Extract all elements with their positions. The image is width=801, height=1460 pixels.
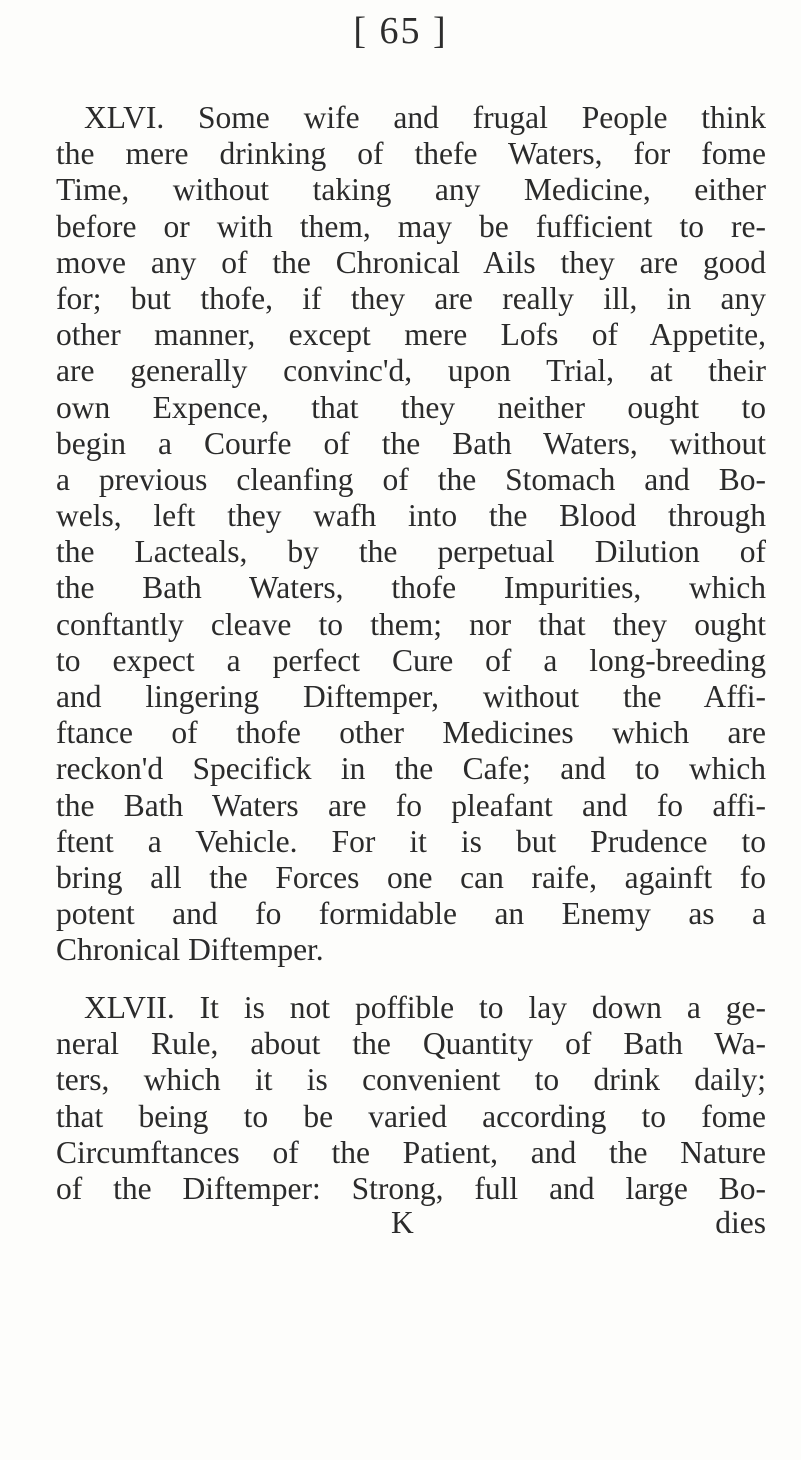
catchword: dies xyxy=(715,1205,766,1240)
signature-mark: K xyxy=(391,1205,414,1240)
text-line: ters, which it is convenient to drink daily; xyxy=(56,1062,766,1098)
text-line: before or with them, may be fufficient to re- xyxy=(56,208,766,244)
text-line: bring all the Forces one can raife, againft fo xyxy=(56,859,766,895)
text-line: the Lacteals, by the perpetual Dilution of xyxy=(56,534,766,570)
paragraph-xlvi xyxy=(56,100,766,969)
paragraph-xlvii xyxy=(56,990,766,1207)
text-line: other manner, except mere Lofs of Appetite, xyxy=(56,317,766,353)
text-line: own Expence, that they neither ought to xyxy=(56,389,766,425)
text-line: potent and fo formidable an Enemy as a xyxy=(56,896,766,932)
text-line: the mere drinking of thefe Waters, for fome xyxy=(56,136,766,172)
text-line: the Bath Waters are fo pleafant and fo affi- xyxy=(56,787,766,823)
text-line: begin a Courfe of the Bath Waters, without xyxy=(56,425,766,461)
text-line: XLVII. It is not poffible to lay down a ge- xyxy=(84,990,766,1025)
text-line: reckon'd Specifick in the Cafe; and to which xyxy=(56,751,766,787)
text-line: Chronical Diftemper. xyxy=(56,932,324,968)
text-line: the Bath Waters, thofe Impurities, which xyxy=(56,570,766,606)
text-line: move any of the Chronical Ails they are good xyxy=(56,244,766,280)
text-line: Time, without taking any Medicine, either xyxy=(56,172,766,208)
text-line: that being to be varied according to fome xyxy=(56,1098,766,1134)
text-line: conftantly cleave to them; nor that they ought xyxy=(56,606,766,642)
text-line: Circumftances of the Patient, and the Nature xyxy=(56,1134,766,1170)
text-line: wels, left they wafh into the Blood through xyxy=(56,498,766,534)
text-line: neral Rule, about the Quantity of Bath Wa- xyxy=(56,1026,766,1062)
text-line: are generally convinc'd, upon Trial, at their xyxy=(56,353,766,389)
page-number: [ 65 ] xyxy=(353,10,448,52)
page-footer xyxy=(56,1205,766,1241)
text-line: ftent a Vehicle. For it is but Prudence to xyxy=(56,823,766,859)
text-line: XLVI. Some wife and frugal People think xyxy=(84,100,766,135)
text-line: to expect a perfect Cure of a long-breeding xyxy=(56,642,766,678)
text-line: for; but thofe, if they are really ill, in any xyxy=(56,280,766,316)
text-line: of the Diftemper: Strong, full and large Bo- xyxy=(56,1170,766,1206)
text-line: a previous cleanfing of the Stomach and Bo- xyxy=(56,461,766,497)
text-line: and lingering Diftemper, without the Affi- xyxy=(56,679,766,714)
text-line: ftance of thofe other Medicines which are xyxy=(56,715,766,751)
